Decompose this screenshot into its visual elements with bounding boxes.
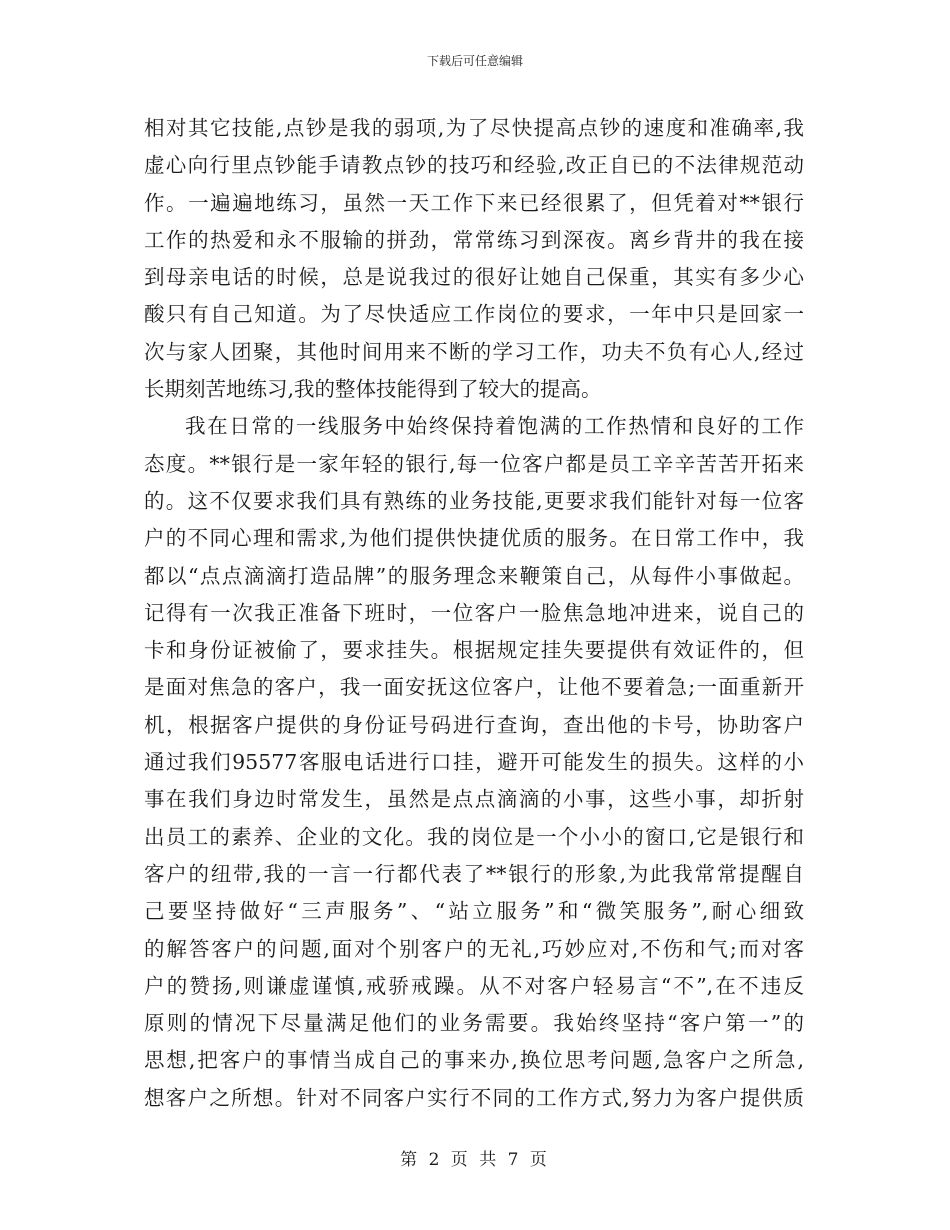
- text-line: 客户的纽带,我的一言一行都代表了**银行的形象,为此我常常提醒自: [144, 861, 804, 886]
- text-line: 作。一遍遍地练习，虽然一天工作下来已经很累了，但凭着对**银行: [144, 190, 804, 215]
- text-line-paragraph-start: 我在日常的一线服务中始终保持着饱满的工作热情和良好的工作: [185, 414, 804, 439]
- page-number-footer: 第 2 页 共 7 页: [400, 1150, 550, 1170]
- text-line: 次与家人团聚，其他时间用来不断的学习工作，功夫不负有心人,经过: [144, 339, 804, 364]
- text-line: 想客户之所想。针对不同客户实行不同的工作方式,努力为客户提供质: [144, 1085, 804, 1110]
- text-line: 卡和身份证被偷了，要求挂失。根据规定挂失要提供有效证件的，但: [144, 638, 804, 663]
- text-line: 的解答客户的问题,面对个别客户的无礼,巧妙应对,不伤和气;而对客: [144, 936, 804, 961]
- text-line: 原则的情况下尽量满足他们的业务需要。我始终坚持“客户第一”的: [144, 1011, 804, 1036]
- text-line: 思想,把客户的事情当成自己的事来办,换位思考问题,急客户之所急,: [144, 1048, 804, 1073]
- text-line: 通过我们95577客服电话进行口挂，避开可能发生的损失。这样的小: [144, 750, 804, 775]
- text-line: 出员工的素养、企业的文化。我的岗位是一个小小的窗口,它是银行和: [144, 824, 804, 849]
- text-line: 酸只有自己知道。为了尽快适应工作岗位的要求，一年中只是回家一: [144, 302, 804, 327]
- text-line: 己要坚持做好“三声服务”、“站立服务”和“微笑服务”,耐心细致: [144, 899, 804, 924]
- text-line: 记得有一次我正准备下班时，一位客户一脸焦急地冲进来，说自己的: [144, 600, 804, 625]
- text-line: 户的不同心理和需求,为他们提供快捷优质的服务。在日常工作中，我: [144, 526, 804, 551]
- document-body: [144, 110, 804, 1117]
- text-line: 事在我们身边时常发生，虽然是点点滴滴的小事，这些小事，却折射: [144, 787, 804, 812]
- text-line-paragraph-end: 长期刻苦地练习,我的整体技能得到了较大的提高。: [144, 377, 602, 402]
- text-line: 虚心向行里点钞能手请教点钞的技巧和经验,改正自已的不法律规范动: [144, 153, 804, 178]
- text-line: 的。这不仅要求我们具有熟练的业务技能,更要求我们能针对每一位客: [144, 488, 804, 513]
- text-line: 是面对焦急的客户，我一面安抚这位客户，让他不要着急;一面重新开: [144, 675, 804, 700]
- text-line: 户的赞扬,则谦虚谨慎,戒骄戒躁。从不对客户轻易言“不”,在不违反: [144, 973, 804, 998]
- text-line: 都以“点点滴滴打造品牌”的服务理念来鞭策自己，从每件小事做起。: [144, 563, 804, 588]
- text-line: 到母亲电话的时候，总是说我过的很好让她自己保重，其实有多少心: [144, 265, 804, 290]
- text-line: 相对其它技能,点钞是我的弱项,为了尽快提高点钞的速度和准确率,我: [144, 116, 804, 140]
- text-line: 态度。**银行是一家年轻的银行,每一位客户都是员工辛辛苦苦开拓来: [144, 451, 804, 476]
- text-line: 机，根据客户提供的身份证号码进行查询，查出他的卡号，协助客户: [144, 712, 804, 737]
- text-line: 工作的热爱和永不服输的拼劲，常常练习到深夜。离乡背井的我在接: [144, 227, 804, 252]
- page-header: 下载后可任意编辑: [426, 54, 523, 68]
